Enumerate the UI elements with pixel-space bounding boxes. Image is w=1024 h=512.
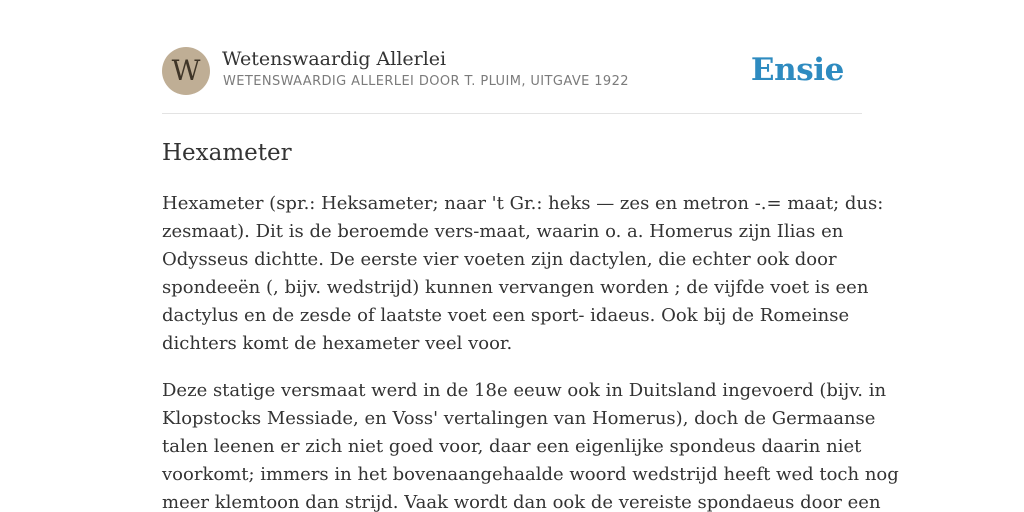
- paragraph-line: dactylus en de zesde of laatste voet een sport- idaeus. Ook bij de Romeinse: [162, 305, 850, 326]
- source-avatar: W: [162, 47, 210, 95]
- header-divider: [162, 113, 862, 114]
- article-title: Hexameter: [162, 140, 292, 166]
- paragraph-line: spondeeën (, bijv. wedstrijd) kunnen vervangen worden ; de vijfde voet is een: [162, 277, 869, 298]
- article-paragraph-1: [162, 190, 884, 358]
- paragraph-line: Hexameter (spr.: Heksameter; naar 't Gr.: heks — zes en metron -.= maat; dus:: [162, 193, 884, 214]
- paragraph-line: meer klemtoon dan strijd. Vaak wordt dan ook de vereiste spondaeus door een: [162, 492, 881, 512]
- ensie-logo[interactable]: Ensie: [750, 52, 844, 88]
- paragraph-line: Deze statige versmaat werd in de 18e eeuw ook in Duitsland ingevoerd (bijv. in: [162, 380, 887, 401]
- paragraph-line: zesmaat). Dit is de beroemde vers-maat, waarin o. a. Homerus zijn Ilias en: [162, 221, 844, 242]
- paragraph-line: Odysseus dichtte. De eerste vier voeten zijn dactylen, die echter ook door: [162, 249, 837, 270]
- source-subtitle: WETENSWAARDIG ALLERLEI DOOR T. PLUIM, UITGAVE 1922: [223, 74, 629, 89]
- source-title[interactable]: Wetenswaardig Allerlei: [222, 48, 447, 70]
- paragraph-line: voorkomt; immers in het bovenaangehaalde woord wedstrijd heeft wed toch nog: [162, 464, 899, 485]
- paragraph-line: Klopstocks Messiade, en Voss' vertalingen van Homerus), doch de Germaanse: [162, 408, 876, 429]
- article-body: [162, 190, 899, 512]
- paragraph-line: dichters komt de hexameter veel voor.: [162, 333, 513, 354]
- paragraph-line: talen leenen er zich niet goed voor, daar een eigenlijke spondeus daarin niet: [162, 436, 862, 457]
- source-header: [162, 46, 862, 96]
- article-paragraph-2: [162, 377, 899, 512]
